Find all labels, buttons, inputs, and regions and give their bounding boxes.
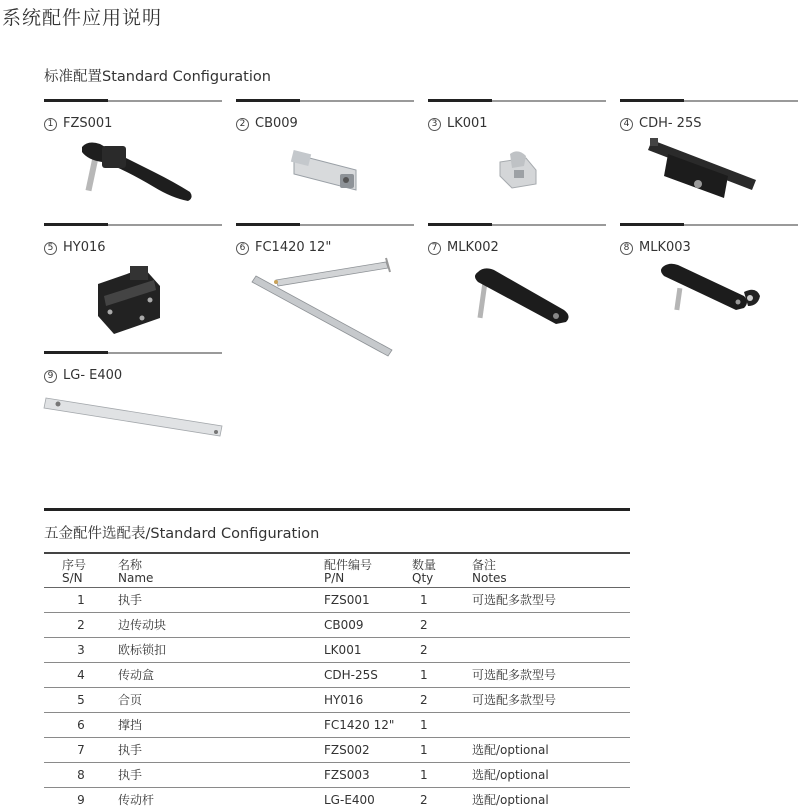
part-label xyxy=(44,116,112,131)
part-card-cdh-25s xyxy=(620,100,798,220)
handle-illustration xyxy=(44,132,222,222)
table-row xyxy=(44,588,630,613)
part-card-fc1420 xyxy=(236,224,414,344)
cell-sn: 7 xyxy=(44,738,118,763)
part-code: FZS001 xyxy=(63,116,113,131)
cell-pn: CB009 xyxy=(324,613,412,638)
part-label xyxy=(620,116,701,131)
table-row xyxy=(44,613,630,638)
cell-name: 合页 xyxy=(118,688,324,713)
part-label xyxy=(620,240,691,255)
part-label xyxy=(428,116,488,131)
cell-sn: 2 xyxy=(44,613,118,638)
cell-sn: 5 xyxy=(44,688,118,713)
divider xyxy=(428,224,606,226)
table-row xyxy=(44,638,630,663)
table-row xyxy=(44,713,630,738)
item-number: 1 xyxy=(44,118,57,131)
drive-rod-image xyxy=(44,384,222,474)
cell-notes: 可选配多款型号 xyxy=(472,688,630,713)
header-qty: 数量 Qty xyxy=(412,558,437,585)
drive-block-illustration xyxy=(236,132,414,222)
cell-pn: FZS001 xyxy=(324,588,412,613)
drive-rod-illustration xyxy=(44,384,222,474)
cell-pn: LG-E400 xyxy=(324,788,412,806)
handle-illustration xyxy=(428,256,606,346)
gearbox-image xyxy=(620,132,798,222)
gearbox-illustration xyxy=(620,132,798,222)
cell-qty: 2 xyxy=(412,638,472,663)
cell-notes xyxy=(472,638,630,663)
item-number: 2 xyxy=(236,118,249,131)
item-number: 7 xyxy=(428,242,441,255)
part-label xyxy=(236,116,298,131)
divider xyxy=(428,100,606,102)
header-pn: 配件编号 P/N xyxy=(324,558,373,585)
cell-qty: 1 xyxy=(412,588,472,613)
part-code: FC1420 12" xyxy=(255,240,332,255)
divider xyxy=(620,224,798,226)
drive-block-image xyxy=(236,132,414,222)
header-notes: 备注 Notes xyxy=(472,558,507,585)
cell-sn: 1 xyxy=(44,588,118,613)
configuration-table-section xyxy=(44,508,630,806)
header-name: 名称 Name xyxy=(118,558,154,585)
table-title: 五金配件选配表/Standard Configuration xyxy=(44,526,320,542)
cell-notes: 可选配多款型号 xyxy=(472,663,630,688)
item-number: 3 xyxy=(428,118,441,131)
friction-stay-image xyxy=(236,256,414,346)
configuration-table xyxy=(44,552,630,806)
part-card-fzs001 xyxy=(44,100,222,220)
cell-name: 边传动块 xyxy=(118,613,324,638)
cell-qty: 2 xyxy=(412,688,472,713)
cell-name: 传动盒 xyxy=(118,663,324,688)
hinge-illustration xyxy=(44,256,222,346)
cell-notes: 可选配多款型号 xyxy=(472,588,630,613)
hinge-image xyxy=(44,256,222,346)
cell-notes xyxy=(472,713,630,738)
cell-qty: 1 xyxy=(412,738,472,763)
part-code: LK001 xyxy=(447,116,488,131)
cell-notes: 选配/optional xyxy=(472,763,630,788)
cell-notes: 选配/optional xyxy=(472,738,630,763)
part-card-cb009 xyxy=(236,100,414,220)
item-number: 9 xyxy=(44,370,57,383)
part-card-lg-e400 xyxy=(44,352,222,472)
cell-notes xyxy=(472,613,630,638)
cell-sn: 6 xyxy=(44,713,118,738)
part-code: MLK002 xyxy=(447,240,499,255)
item-number: 8 xyxy=(620,242,633,255)
cell-notes: 选配/optional xyxy=(472,788,630,806)
part-code: CDH- 25S xyxy=(639,116,702,131)
table-row xyxy=(44,763,630,788)
handle-image xyxy=(44,132,222,222)
part-label xyxy=(44,240,106,255)
cell-sn: 4 xyxy=(44,663,118,688)
cell-qty: 1 xyxy=(412,763,472,788)
cell-pn: FZS003 xyxy=(324,763,412,788)
cell-qty: 1 xyxy=(412,713,472,738)
section-divider xyxy=(44,508,630,511)
divider xyxy=(44,352,222,354)
part-card-mlk002 xyxy=(428,224,606,344)
item-number: 4 xyxy=(620,118,633,131)
part-card-hy016 xyxy=(44,224,222,344)
part-card-mlk003 xyxy=(620,224,798,344)
cell-name: 传动杆 xyxy=(118,788,324,806)
cell-sn: 8 xyxy=(44,763,118,788)
part-code: LG- E400 xyxy=(63,368,123,383)
cell-sn: 9 xyxy=(44,788,118,806)
cell-name: 执手 xyxy=(118,738,324,763)
cell-qty: 2 xyxy=(412,613,472,638)
cell-name: 执手 xyxy=(118,588,324,613)
table-row xyxy=(44,663,630,688)
part-label xyxy=(44,368,122,383)
item-number: 5 xyxy=(44,242,57,255)
handle-image xyxy=(428,256,606,346)
cell-pn: CDH-25S xyxy=(324,663,412,688)
lock-keeper-illustration xyxy=(428,132,606,222)
cell-sn: 3 xyxy=(44,638,118,663)
table-row xyxy=(44,738,630,763)
cell-pn: FZS002 xyxy=(324,738,412,763)
cell-name: 欧标锁扣 xyxy=(118,638,324,663)
part-label xyxy=(428,240,499,255)
table-row xyxy=(44,788,630,806)
cell-pn: LK001 xyxy=(324,638,412,663)
cell-name: 撑挡 xyxy=(118,713,324,738)
header-sn: 序号 S/N xyxy=(62,558,87,585)
item-number: 6 xyxy=(236,242,249,255)
cell-name: 执手 xyxy=(118,763,324,788)
cell-qty: 2 xyxy=(412,788,472,806)
part-code: HY016 xyxy=(63,240,106,255)
cell-pn: FC1420 12" xyxy=(324,713,412,738)
divider xyxy=(44,100,222,102)
table-row xyxy=(44,688,630,713)
friction-stay-illustration xyxy=(236,256,414,346)
divider xyxy=(44,224,222,226)
cell-qty: 1 xyxy=(412,663,472,688)
locking-handle-illustration xyxy=(620,256,798,346)
lock-keeper-image xyxy=(428,132,606,222)
table-header-row xyxy=(44,553,630,588)
divider xyxy=(620,100,798,102)
part-code: MLK003 xyxy=(639,240,691,255)
part-card-lk001 xyxy=(428,100,606,220)
cell-pn: HY016 xyxy=(324,688,412,713)
page-title: 系统配件应用说明 xyxy=(2,7,163,29)
part-code: CB009 xyxy=(255,116,298,131)
locking-handle-image xyxy=(620,256,798,346)
divider xyxy=(236,100,414,102)
part-label xyxy=(236,240,331,255)
divider xyxy=(236,224,414,226)
section-title: 标准配置Standard Configuration xyxy=(44,69,271,85)
